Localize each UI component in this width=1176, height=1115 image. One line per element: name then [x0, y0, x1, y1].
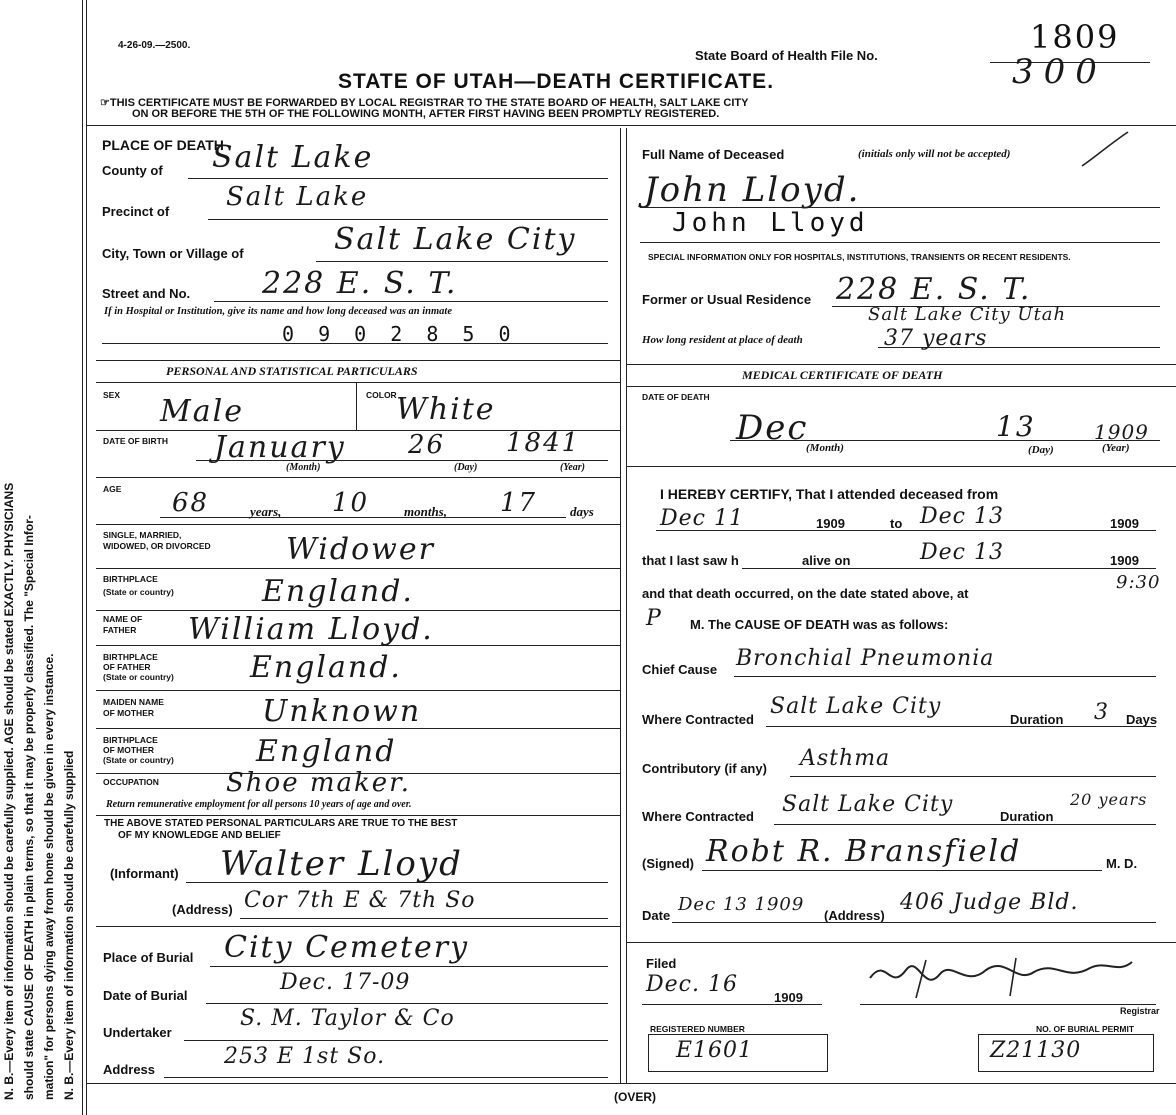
registration-stamp: 0 9 0 2 8 5 0 [282, 322, 517, 346]
street-label: Street and No. [102, 286, 191, 301]
father-label-2: FATHER [103, 625, 137, 635]
undertaker-address-value: 253 E 1st So. [224, 1044, 386, 1069]
marital-label-1: SINGLE, MARRIED, [103, 530, 182, 540]
birthplace-label-2: (State or country) [103, 587, 174, 597]
alive-on-label: alive on [802, 553, 851, 568]
where-contracted-2-value: Salt Lake City [782, 792, 954, 817]
precinct-value: Salt Lake [226, 182, 369, 212]
form-code: 4-26-09.—2500. [118, 40, 191, 51]
personal-heading: PERSONAL AND STATISTICAL PARTICULARS [166, 364, 418, 378]
death-year-caption: (Year) [1102, 442, 1130, 454]
color-label: COLOR [366, 390, 397, 400]
county-label: County of [102, 163, 163, 178]
where-contracted-2-label: Where Contracted [642, 809, 754, 824]
chief-cause-value: Bronchial Pneumonia [736, 646, 995, 671]
how-long-label: How long resident at place of death [642, 334, 803, 346]
mother-label-1: MAIDEN NAME [103, 697, 164, 707]
left-border-inner [86, 0, 87, 1115]
duration-2-label: Duration [1000, 809, 1054, 824]
side-note-line1: N. B.—Every item of information should be carefully supplied. AGE should be stated EXACTLY. PHYSICIANS [2, 482, 16, 1100]
county-value: Salt Lake [212, 140, 374, 175]
mother-value: Unknown [262, 694, 422, 729]
informant-value: Walter Lloyd [220, 844, 463, 884]
registrar-signature [866, 948, 1136, 1002]
notice-line2: ON OR BEFORE THE 5TH OF THE FOLLOWING MONTH, AFTER FIRST HAVING BEEN PROMPTLY REGISTERED. [132, 108, 720, 120]
bp-father-label-2: OF FATHER [103, 662, 151, 672]
father-label-1: NAME OF [103, 614, 143, 624]
death-day: 13 [996, 410, 1036, 443]
informant-address-label: (Address) [172, 902, 233, 917]
street-value: 228 E. S. T. [262, 266, 458, 301]
attended-from-year: 1909 [816, 516, 845, 531]
city-label: City, Town or Village of [102, 246, 244, 261]
occupation-note: Return remunerative employment for all persons 10 years of age and over. [106, 799, 412, 810]
signed-label: (Signed) [642, 856, 694, 871]
last-saw-date: Dec 13 [920, 540, 1004, 565]
notice-line1: ☞THIS CERTIFICATE MUST BE FORWARDED BY LOCAL REGISTRAR TO THE STATE BOARD OF HEALTH, SALT LAKE CITY [100, 97, 749, 109]
medical-heading: MEDICAL CERTIFICATE OF DEATH [742, 368, 943, 382]
attended-to: Dec 13 [920, 504, 1004, 529]
left-border [82, 0, 83, 1115]
side-note-line0: N. B.—Every item of information should be carefully supplied [62, 750, 76, 1100]
dob-day-caption: (Day) [454, 462, 478, 473]
attended-from: Dec 11 [660, 506, 744, 531]
bp-father-label-3: (State or country) [103, 672, 174, 682]
top-rule [86, 125, 1176, 126]
sex-value: Male [160, 394, 244, 429]
center-divider [620, 128, 621, 1083]
death-year: 1909 [1094, 420, 1149, 444]
dob-year: 1841 [506, 428, 581, 458]
filed-date: Dec. 16 [646, 972, 738, 997]
duration-1-value: 3 [1094, 700, 1109, 725]
days-caption: days [570, 504, 594, 519]
residence-value: 228 E. S. T. [836, 272, 1032, 307]
marital-label-2: WIDOWED, OR DIVORCED [103, 541, 211, 551]
death-month: Dec [736, 408, 809, 448]
death-occurred-label: and that death occurred, on the date stated above, at [642, 586, 969, 601]
bottom-rule [86, 1083, 1176, 1084]
hospital-note: If in Hospital or Institution, give its name and how long deceased was an inmate [104, 306, 453, 317]
informant-label: (Informant) [110, 866, 179, 881]
death-day-caption: (Day) [1028, 444, 1054, 456]
to-label: to [890, 516, 903, 531]
father-value: William Lloyd. [188, 612, 434, 647]
duration-1-days: Days [1126, 712, 1158, 727]
burial-permit-number: Z21130 [990, 1038, 1082, 1063]
months-caption: months, [404, 504, 447, 519]
burial-date-value: Dec. 17-09 [280, 970, 411, 995]
mother-label-2: OF MOTHER [103, 708, 154, 718]
residence-label: Former or Usual Residence [642, 292, 812, 307]
years-caption: years, [250, 504, 282, 519]
burial-place-label: Place of Burial [103, 950, 194, 965]
contributory-label: Contributory (if any) [642, 761, 767, 776]
city-value: Salt Lake City [334, 222, 577, 257]
true-statement-2: OF MY KNOWLEDGE AND BELIEF [118, 830, 281, 841]
side-note-line3: mation" for persons dying away from home should be given in every instance. [42, 653, 56, 1100]
precinct-label: Precinct of [102, 204, 170, 219]
duration-1-label: Duration [1010, 712, 1064, 727]
cause-heading: M. The CAUSE OF DEATH was as follows: [690, 617, 949, 632]
sex-label: SEX [103, 390, 121, 400]
sign-date-value: Dec 13 1909 [678, 894, 805, 915]
age-years: 68 [172, 488, 210, 518]
marital-value: Widower [286, 532, 435, 567]
place-of-death-heading: PLACE OF DEATH [102, 137, 224, 153]
file-number-handwritten: 300 [1012, 52, 1107, 92]
occupation-label: OCCUPATION [103, 777, 159, 787]
certificate-title: STATE OF UTAH—DEATH CERTIFICATE. [338, 70, 775, 93]
birthplace-label-1: BIRTHPLACE [103, 574, 158, 584]
registered-number: E1601 [676, 1038, 754, 1063]
deceased-name-label: Full Name of Deceased [642, 147, 785, 162]
last-saw-label: that I last saw h [642, 553, 739, 568]
attended-to-year: 1909 [1110, 516, 1139, 531]
informant-address-value: Cor 7th E & 7th So [244, 888, 476, 913]
file-no-label: State Board of Health File No. [695, 48, 878, 63]
bp-mother-label-2: OF MOTHER [103, 745, 154, 755]
side-note-line2: should state CAUSE OF DEATH in plain terms, so that it may be properly classified. The "Special Infor- [22, 515, 36, 1100]
filed-label: Filed [646, 956, 677, 971]
sign-date-label: Date [642, 908, 671, 923]
contributory-value: Asthma [800, 746, 891, 771]
check-mark-icon [1080, 130, 1130, 170]
certify-statement: I HEREBY CERTIFY, That I attended deceased from [660, 486, 999, 502]
chief-cause-label: Chief Cause [642, 662, 718, 677]
physician-address-label: (Address) [824, 908, 885, 923]
filed-year: 1909 [774, 990, 803, 1005]
deceased-name-note: (initials only will not be accepted) [858, 148, 1011, 160]
duration-2-value: 20 years [1070, 790, 1148, 809]
age-months: 10 [332, 488, 370, 518]
physician-address-value: 406 Judge Bld. [900, 890, 1079, 915]
deceased-name-print: John Lloyd [672, 208, 869, 238]
md-label: M. D. [1106, 856, 1138, 871]
over-label: (OVER) [614, 1090, 656, 1104]
registered-number-label: REGISTERED NUMBER [650, 1024, 745, 1034]
where-contracted-1-value: Salt Lake City [770, 694, 942, 719]
dob-day: 26 [408, 430, 446, 460]
undertaker-label: Undertaker [103, 1025, 172, 1040]
color-value: White [396, 392, 496, 427]
last-saw-year: 1909 [1110, 553, 1139, 568]
special-info-heading: SPECIAL INFORMATION ONLY FOR HOSPITALS, INSTITUTIONS, TRANSIENTS OR RECENT RESIDENTS. [648, 252, 1071, 262]
death-date-label: DATE OF DEATH [642, 392, 710, 402]
deceased-name-script: John Lloyd. [644, 170, 861, 210]
registrar-label: Registrar [1120, 1006, 1160, 1016]
age-label: AGE [103, 484, 122, 494]
death-time: 9:30 [1116, 572, 1161, 593]
age-days: 17 [500, 488, 538, 518]
true-statement-1: THE ABOVE STATED PERSONAL PARTICULARS ARE TRUE TO THE BEST [104, 818, 458, 829]
dob-month: January [214, 430, 346, 465]
bp-mother-value: England [256, 734, 397, 769]
dob-label: DATE OF BIRTH [103, 436, 169, 446]
center-divider-inner [626, 128, 627, 1083]
residence-value-2: Salt Lake City Utah [868, 304, 1067, 325]
burial-place-value: City Cemetery [224, 930, 470, 965]
death-month-caption: (Month) [806, 442, 844, 454]
death-ampm: P [646, 606, 662, 631]
burial-permit-label: NO. OF BURIAL PERMIT [1036, 1024, 1135, 1034]
undertaker-value: S. M. Taylor & Co [240, 1006, 455, 1031]
file-number: 1809 [1030, 18, 1120, 56]
burial-date-label: Date of Burial [103, 988, 188, 1003]
undertaker-address-label: Address [103, 1062, 156, 1077]
bp-father-value: England. [250, 650, 402, 685]
how-long-value: 37 years [884, 326, 988, 351]
physician-signature: Robt R. Bransfield [706, 834, 1022, 869]
dob-month-caption: (Month) [286, 462, 321, 473]
where-contracted-1-label: Where Contracted [642, 712, 754, 727]
occupation-value: Shoe maker. [226, 768, 411, 798]
bp-mother-label-1: BIRTHPLACE [103, 735, 158, 745]
birthplace-value: England. [262, 574, 414, 609]
bp-mother-label-3: (State or country) [103, 755, 174, 765]
dob-year-caption: (Year) [560, 462, 585, 473]
bp-father-label-1: BIRTHPLACE [103, 652, 158, 662]
